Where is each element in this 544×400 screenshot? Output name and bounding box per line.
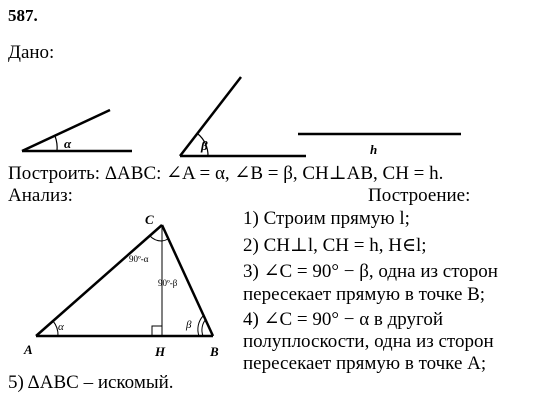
construction-step-4: 4) ∠C = 90° − α в другой — [243, 309, 444, 330]
foot-h-label: H — [155, 344, 166, 359]
given-label: Дано: — [8, 42, 55, 63]
given-alpha-label: α — [64, 136, 72, 151]
given-angle-beta — [180, 77, 306, 156]
angle-a-label: α — [58, 321, 64, 333]
construction-step-1: 1) Строим прямую l; — [243, 208, 410, 229]
vertex-a-label: A — [24, 342, 33, 357]
final-step: 5) ΔABC – искомый. — [8, 372, 174, 393]
construction-label: Построение: — [368, 185, 471, 206]
angle-b-label: β — [186, 319, 192, 331]
given-h-label: h — [370, 142, 378, 157]
construct-statement: Построить: ΔABC: ∠A = α, ∠B = β, CH⊥AB, CH = h. — [8, 163, 444, 184]
vertex-b-label: B — [210, 344, 219, 359]
given-beta-label: β — [201, 138, 208, 153]
angle-c-right-label: 90º-β — [158, 278, 178, 288]
construction-step-4-cont2: пересекает прямую в точке A; — [243, 353, 487, 374]
construction-step-2: 2) CH⊥l, CH = h, H∈l; — [243, 235, 427, 256]
triangle-abc — [23, 212, 219, 359]
right-angle-mark — [152, 326, 162, 336]
construction-step-3-cont: пересекает прямую в точке B; — [243, 284, 486, 305]
given-segment-h — [298, 134, 461, 157]
analysis-label: Анализ: — [8, 185, 73, 206]
vertex-c-label: C — [145, 212, 154, 227]
given-angle-alpha — [22, 110, 132, 151]
construction-step-3: 3) ∠C = 90° − β, одна из сторон — [243, 261, 498, 282]
problem-number: 587. — [8, 6, 38, 25]
construction-step-4-cont: полуплоскости, одна из сторон — [243, 331, 494, 352]
angle-c-left-label: 90º-α — [129, 254, 149, 264]
